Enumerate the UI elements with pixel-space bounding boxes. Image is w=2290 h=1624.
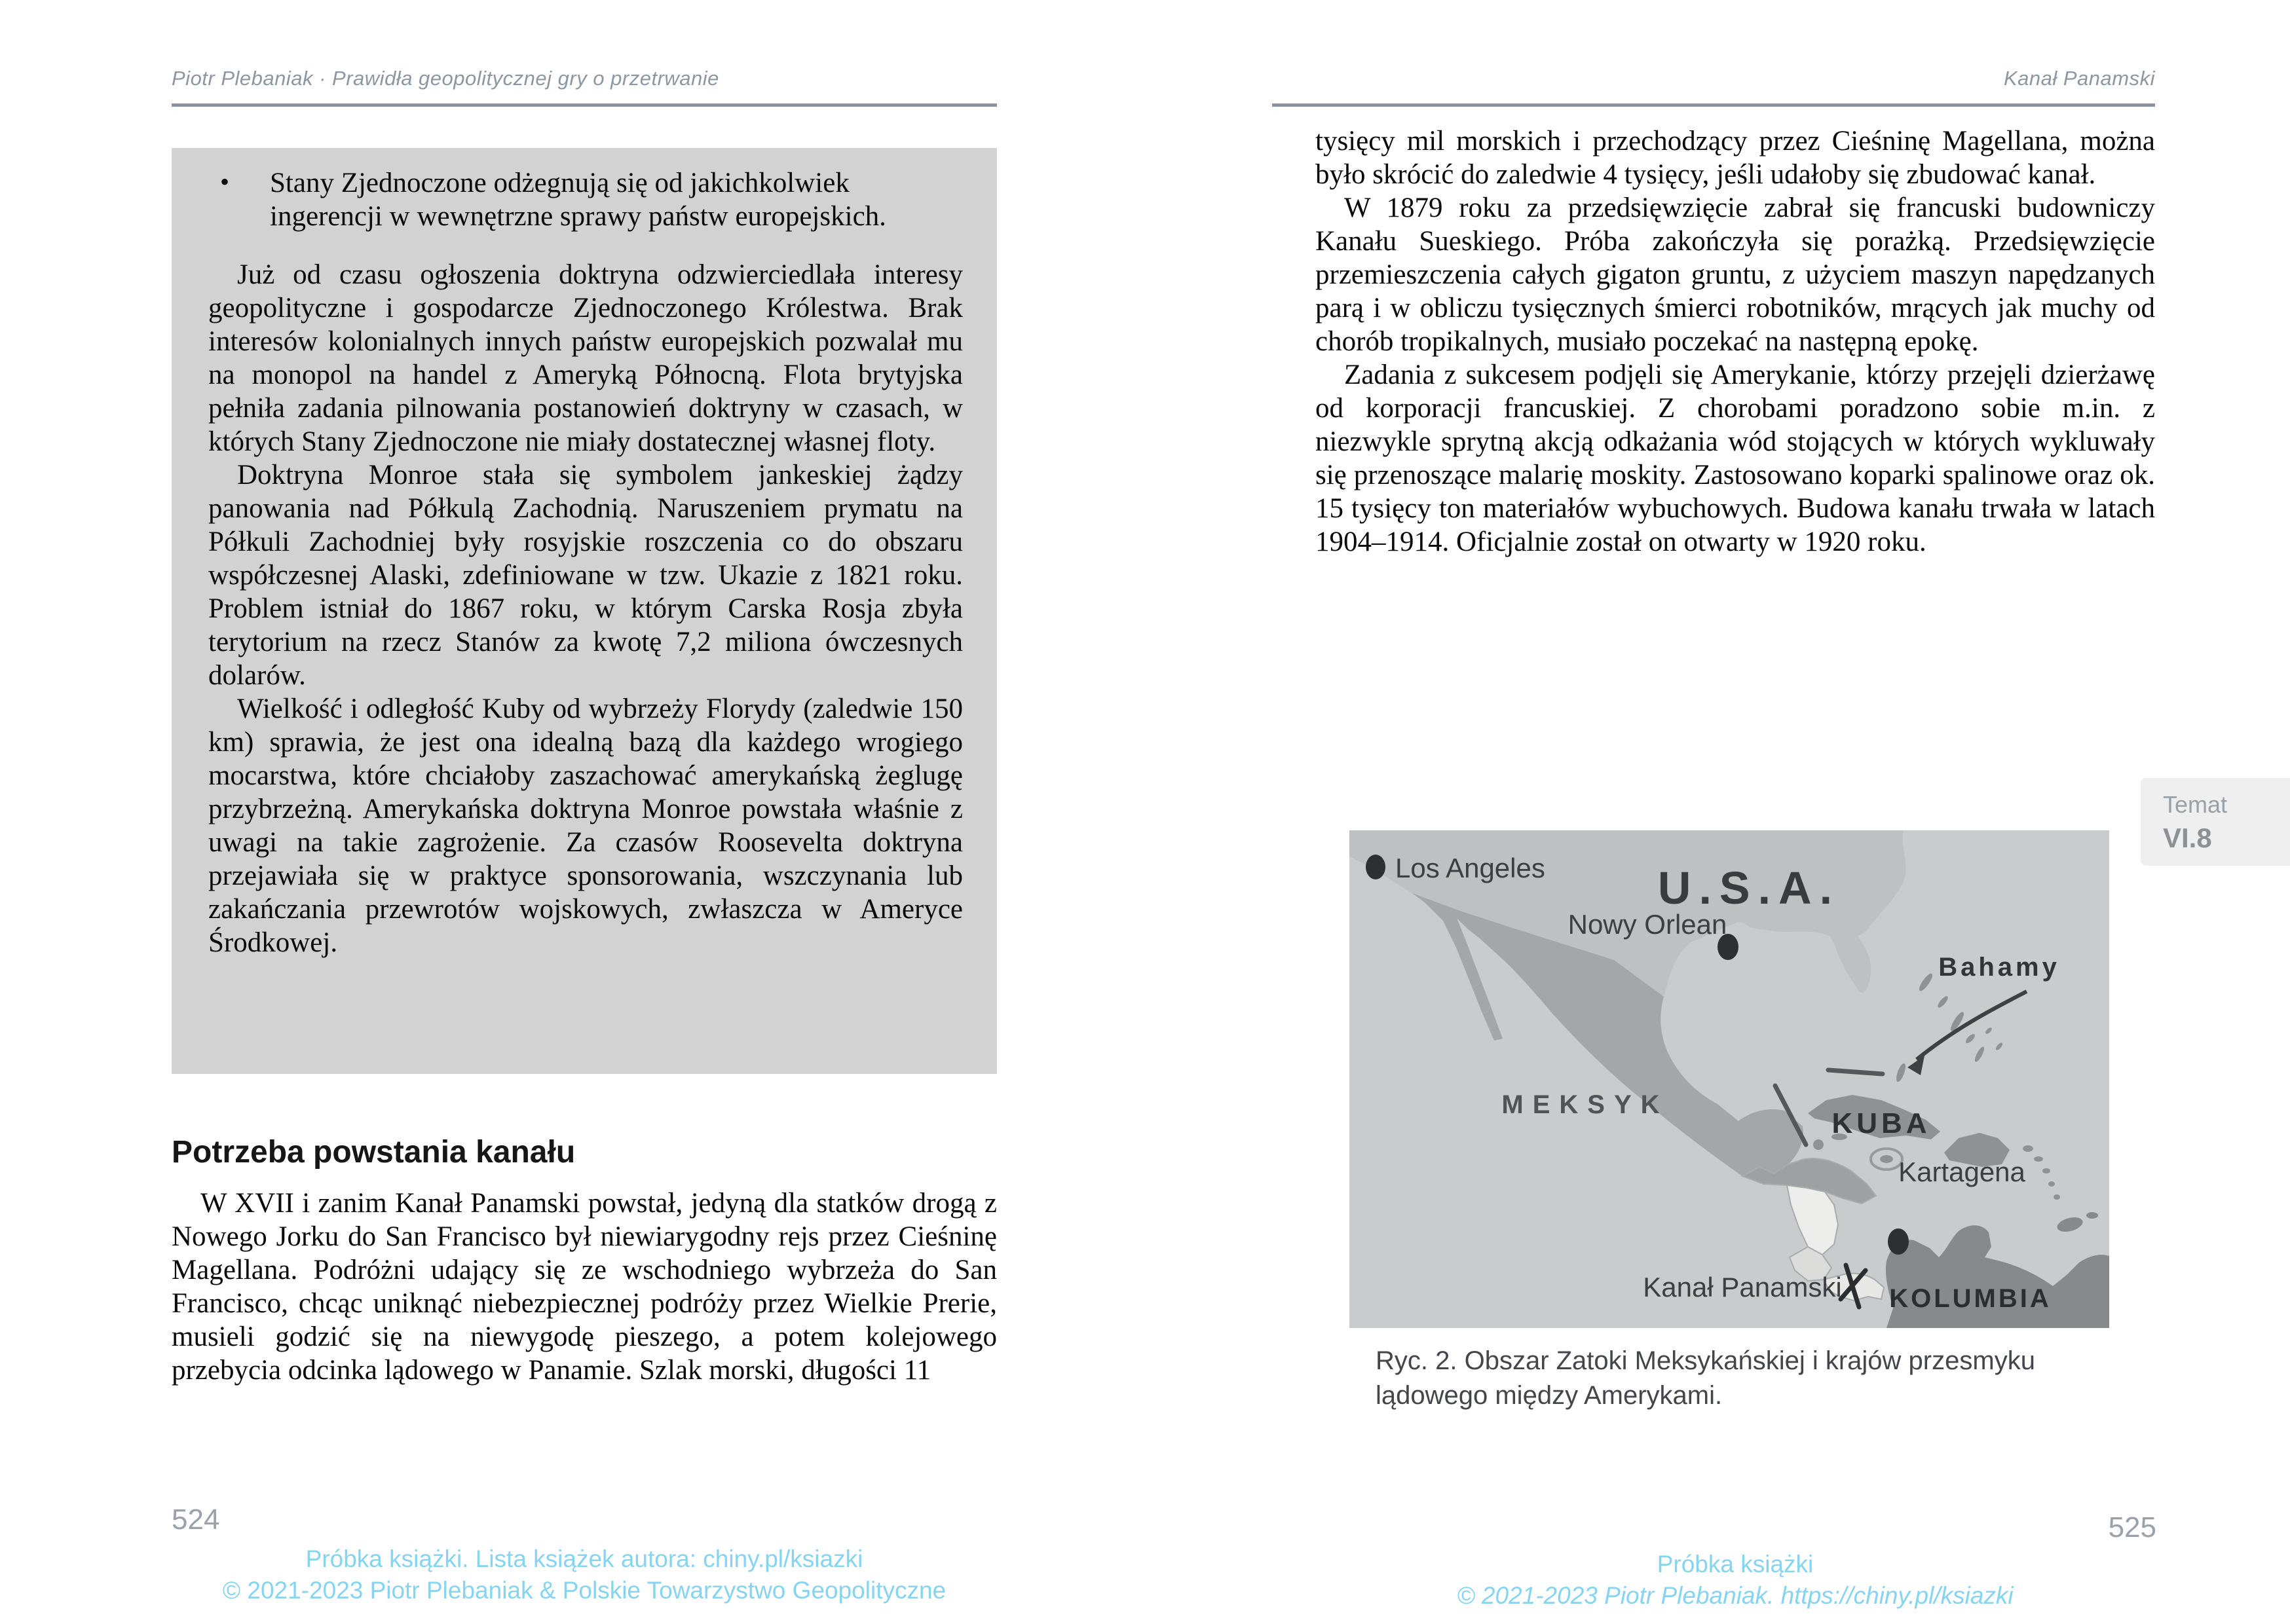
paragraph: tysięcy mil morskich i przechodzący przez Cieśninę Magellana, można było skrócić do zaledwie 4 tysięcy, jeśli udałoby się zbudować kanał. (1315, 126, 2155, 190)
bullet-item (208, 166, 963, 233)
paragraph: W XVII i zanim Kanał Panamski powstał, jedyną dla statków drogą z Nowego Jorku do San Francisco był niewiarygodny rejs przez Cieśninę Magellana. Podróżni udający się ze wschodniego wybrzeża do San Francisco, chcąc uniknąć niebezpiecznej podróży przez Wielkie Prerie, musieli godzić się na niewygodę pieszego, a potem kolejowego przebycia odcinka lądowego w Panamie. Szlak morski, długości 11 (172, 1188, 997, 1386)
map-label-kuba: KUBA (1831, 1107, 1931, 1139)
map-label-nowy-orlean: Nowy Orlean (1567, 909, 1727, 940)
gulf-of-mexico-map (1349, 830, 2109, 1328)
highlight-paragraphs (208, 258, 963, 959)
right-footer-line2: © 2021-2023 Piotr Plebaniak. https://chiny.pl/ksiazki (1457, 1582, 2014, 1609)
right-header-rule (1272, 103, 2155, 107)
map-label-los-angeles: Los Angeles (1395, 853, 1545, 883)
map-small-island (2086, 1212, 2098, 1219)
bullet-icon: • (220, 167, 230, 196)
right-body (1315, 124, 2155, 559)
section-heading: Potrzeba powstania kanału (172, 1135, 576, 1170)
map-label-kartagena: Kartagena (1898, 1156, 2025, 1187)
left-running-header: Piotr Plebaniak · Prawidła geopolitycznej gry o przetrwanie (172, 67, 719, 90)
map-label-bahamy: Bahamy (1938, 953, 2060, 982)
map-isla-juventud (1813, 1139, 1824, 1150)
map-label-usa: U.S.A. (1657, 862, 1841, 913)
paragraph: W 1879 roku za przedsięwzięcie zabrał się francuski budowniczy Kanału Sueskiego. Próba zakończyła się porażką. Przedsięwzięcie przemieszczenia całych gigaton gruntu, z użyciem maszyn napędzanych parą i w obliczu tysięcznych śmierci robotników, mrących jak muchy od chorób tropikalnych, musiało poczekać na następną epokę. (1315, 193, 2155, 357)
bullet-text: Stany Zjednoczone odżegnują się od jakichkolwiek ingerencji w wewnętrzne sprawy państw europejskich. (270, 168, 886, 232)
kartagena-marker (1888, 1228, 1909, 1255)
map-jamaica-island (1880, 1155, 1893, 1163)
right-running-header: Kanał Panamski (2003, 67, 2155, 90)
right-footer-line1: Próbka książki (1657, 1551, 1814, 1578)
topic-side-tab (2141, 778, 2290, 866)
left-footer-line2: © 2021-2023 Piotr Plebaniak & Polskie Towarzystwo Geopolityczne (222, 1577, 947, 1604)
los-angeles-marker (1366, 855, 1385, 879)
map-label-meksyk: MEKSYK (1501, 1090, 1669, 1119)
map-label-kanal-panamski: Kanał Panamski (1643, 1272, 1842, 1302)
paragraph: Zadania z sukcesem podjęli się Amerykanie, którzy przejęli dzierżawę od korporacji francuskiej. Z chorobami poradzono sobie m.in. z niezwykle sprytną akcją odkażania wód stojących w których wykluwały się przenoszące malarię moskity. Zastosowano koparki spalinowe oraz ok. 15 tysięcy ton materiałów wybuchowych. Budowa kanału trwała w latach 1904–1914. Oficjalnie został on otwarty w 1920 roku. (1315, 360, 2155, 557)
right-page-number: 525 (2108, 1511, 2156, 1543)
tab-label: Temat (2163, 791, 2228, 818)
figure-caption: Ryc. 2. Obszar Zatoki Meksykańskiej i krajów przesmyku lądowego między Amerykami. (1376, 1346, 2035, 1410)
highlight-box (172, 148, 997, 1074)
map-figure (1349, 830, 2109, 1328)
left-page-number: 524 (172, 1504, 220, 1536)
paragraph: Już od czasu ogłoszenia doktryna odzwierciedlała interesy geopolityczne i gospodarcze Zjednoczonego Królestwa. Brak interesów kolonialnych innych państw europejskich pozwalał mu na monopol na handel z Ameryką Północną. Flota brytyjska pełniła zadania pilnowania postanowień doktryny w czasach, w których Stany Zjednoczone nie miały dostatecznej własnej floty. (208, 259, 963, 457)
map-label-kolumbia: KOLUMBIA (1889, 1284, 2052, 1313)
left-header-rule (172, 103, 997, 107)
tab-number: VI.8 (2163, 822, 2212, 853)
left-body (172, 1187, 997, 1387)
paragraph: Doktryna Monroe stała się symbolem jankeskiej żądzy panowania nad Półkulą Zachodnią. Naruszeniem prymatu na Półkuli Zachodniej były rosyjskie roszczenia co do obszaru współczesnej Alaski, zdefiniowane w tzw. Ukazie z 1821 roku. Problem istniał do 1867 roku, w którym Carska Rosja zbyła terytorium na rzecz Stanów za kwotę 7,2 miliona ówczesnych dolarów. (208, 460, 963, 691)
left-footer-line1: Próbka książki. Lista książek autora: chiny.pl/ksiazki (305, 1545, 863, 1572)
paragraph: Wielkość i odległość Kuby od wybrzeży Florydy (zaledwie 150 km) sprawia, że jest ona idealną bazą dla każdego wrogiego mocarstwa, które chciałoby zaszachować amerykańską żeglugę przybrzeżną. Amerykańska doktryna Monroe powstała właśnie z uwagi na takie zagrożenie. Za czasów Roosevelta doktryna przejawiała się w praktyce sponsorowania, wszczynania lub zakańczania przewrotów wojskowych, zwłaszcza w Ameryce Środkowej. (208, 693, 963, 958)
